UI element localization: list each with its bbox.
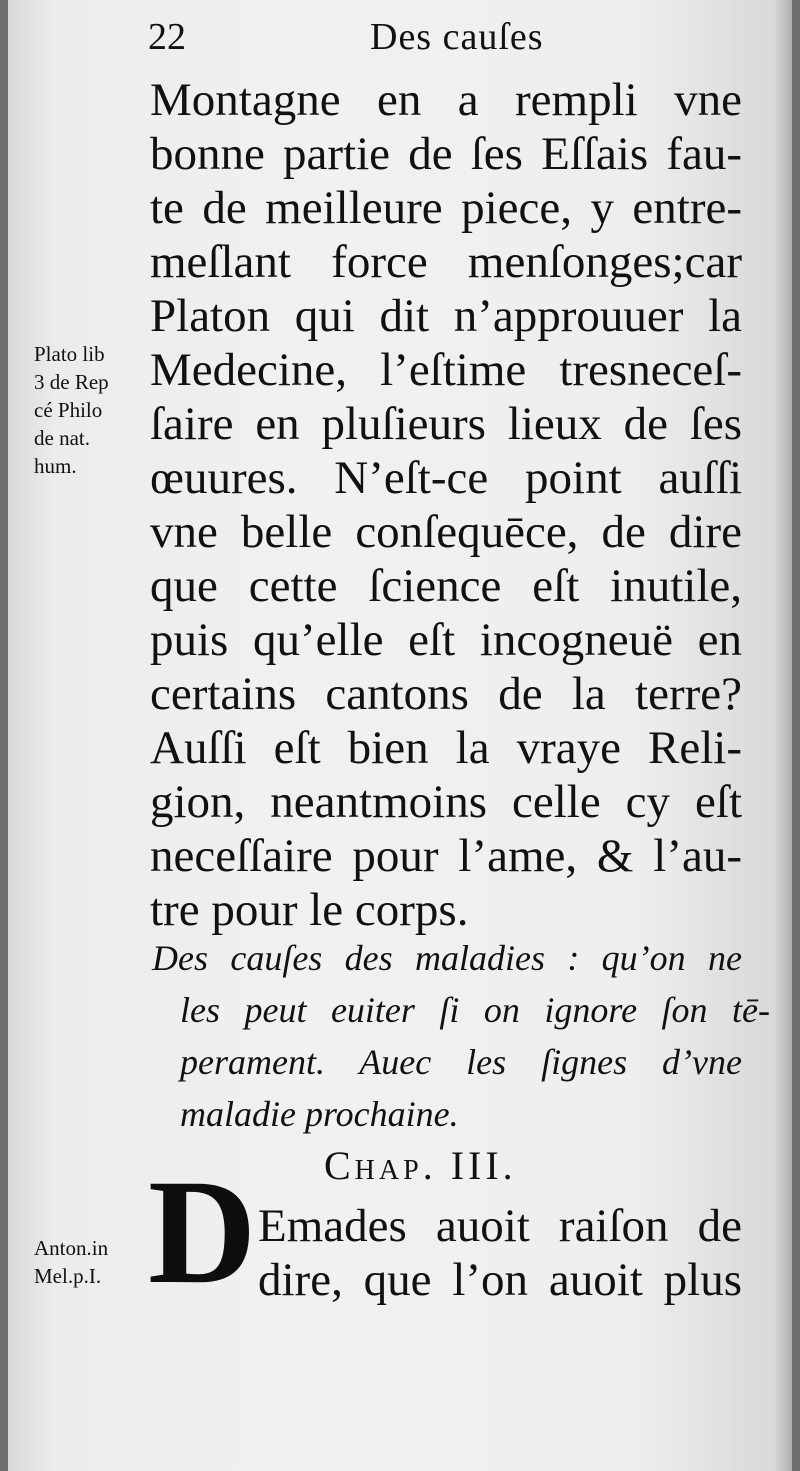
margin-note-line: 3 de Rep [34,370,109,394]
body-line: neceſſaire pour l’ame, & l’au- [150,830,742,882]
margin-note-line: Anton.in [34,1236,109,1260]
body-line: tre pour le corps. [150,884,469,936]
summary-line: les peut euiter ſi on ignore ſon tē- [180,990,770,1030]
margin-note-line: de nat. [34,426,90,450]
margin-note-line: Mel.p.I. [34,1264,102,1288]
chapter-heading: Chap. III. [324,1143,517,1188]
body-line: meſlant force menſonges;car [150,236,742,288]
margin-note-plato [34,340,138,480]
body-line: te de meilleure piece, y entre- [150,182,742,234]
body-line: Platon qui dit n’approuuer la [150,290,742,342]
body-line: œuures. N’eſt-ce point auſſi [150,452,742,504]
body-line: certains cantons de la terre? [150,668,742,720]
margin-note-line: Plato lib [34,342,105,366]
body-line: ſaire en pluſieurs lieux de ſes [150,398,742,450]
body-line: Auſſi eſt bien la vraye Reli- [150,722,742,774]
body-line: Medecine, l’eſtime tresneceſ- [150,344,742,396]
margin-note-line: hum. [34,454,77,478]
body-line: Montagne en a rempli vne [150,74,742,126]
book-page [8,0,792,1471]
running-title: Des cauſes [370,16,544,58]
drop-cap: D [148,1149,257,1315]
body-line: puis qu’elle eſt incogneuë en [150,614,742,666]
body-line: bonne partie de ſes Eſſais fau- [150,128,742,180]
summary-line: perament. Auec les ſignes d’vne [180,1042,742,1082]
body-line: que cette ſcience eſt inutile, [150,560,742,612]
margin-note-anton [34,1234,138,1290]
opening-line: dire, que l’on auoit plus [258,1254,742,1306]
page-number: 22 [148,16,186,58]
margin-note-line: cé Philo [34,398,103,422]
body-line: vne belle conſequēce, de dire [150,506,742,558]
body-line: gion, neantmoins celle cy eſt [150,776,742,828]
opening-line: Emades auoit raiſon de [258,1200,742,1252]
summary-line: Des cauſes des maladies : qu’on ne [152,938,742,978]
summary-line: maladie prochaine. [180,1094,459,1134]
